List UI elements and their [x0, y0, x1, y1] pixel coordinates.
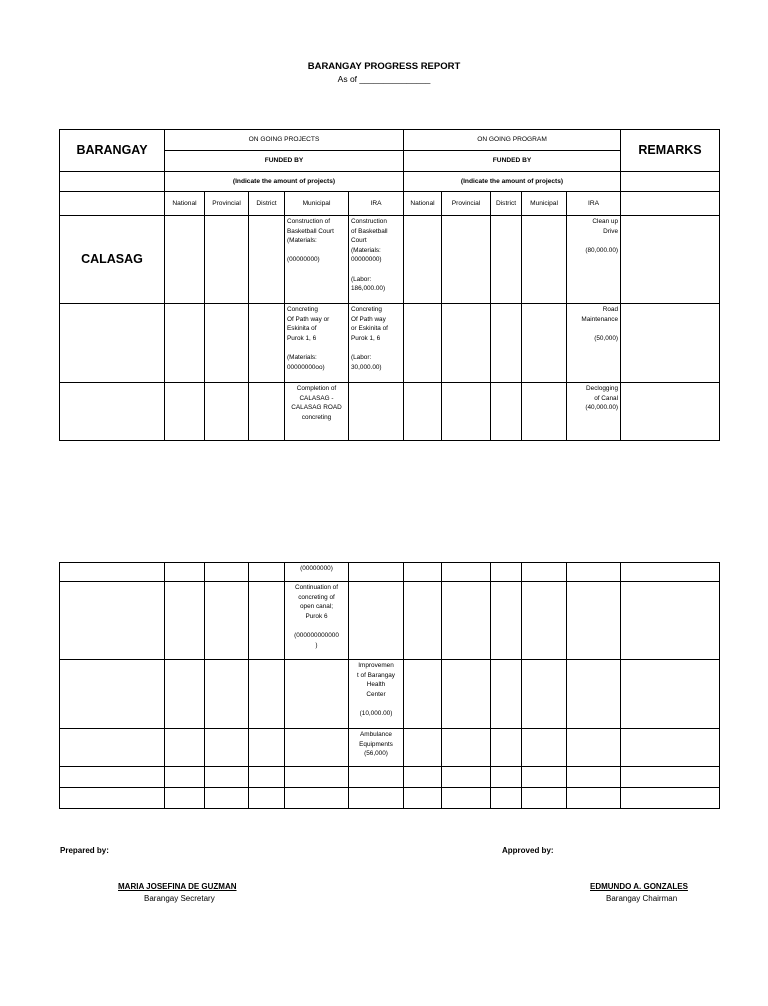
col-program-district: District: [491, 192, 522, 216]
projects-ira-cell: [349, 582, 404, 660]
projects-ira-cell: [349, 788, 404, 809]
barangay-name: CALASAG: [60, 216, 165, 304]
program-ira-cell: Clean up Drive (80,000.00): [567, 216, 621, 304]
program-indicate-amount: (Indicate the amount of projects): [404, 172, 621, 192]
ongoing-program-header: ON GOING PROGRAM: [404, 130, 621, 151]
projects-ira-cell: Concreting Of Path way or Eskinita of Purok 1, 6 (Labor: 30,000.00): [349, 304, 404, 383]
projects-ira-cell: [349, 383, 404, 441]
col-program-ira: IRA: [567, 192, 621, 216]
col-program-municipal: Municipal: [522, 192, 567, 216]
col-projects-provincial: Provincial: [205, 192, 249, 216]
col-program-national: National: [404, 192, 442, 216]
program-ira-cell: Road Maintenance (50,000): [567, 304, 621, 383]
projects-ira-cell: [349, 767, 404, 788]
col-projects-district: District: [249, 192, 285, 216]
projects-municipal-cell: Concreting Of Path way or Eskinita of Purok 1, 6 (Materials: 00000000oo): [285, 304, 349, 383]
projects-ira-cell: Construction of Basketball Court (Materials: 00000000) (Labor: 186,000.00): [349, 216, 404, 304]
projects-municipal-cell: [285, 660, 349, 729]
col-program-provincial: Provincial: [442, 192, 491, 216]
table-row: [60, 788, 720, 809]
approver-name: EDMUNDO A. GONZALES: [590, 882, 688, 891]
barangay-name: [60, 383, 165, 441]
prepared-by-label: Prepared by:: [60, 846, 109, 855]
remarks-header: REMARKS: [621, 130, 720, 172]
col-projects-municipal: Municipal: [285, 192, 349, 216]
table-row: [60, 216, 720, 304]
projects-municipal-cell: (00000000): [285, 563, 349, 582]
approved-by-label: Approved by:: [502, 846, 554, 855]
projects-municipal-cell: Continuation of concreting of open canal; Purok 6 (000000000000 ): [285, 582, 349, 660]
progress-table-continued: [59, 562, 720, 809]
projects-ira-cell: [349, 563, 404, 582]
table-row: [60, 729, 720, 767]
col-projects-national: National: [165, 192, 205, 216]
table-row: [60, 660, 720, 729]
ongoing-projects-header: ON GOING PROJECTS: [165, 130, 404, 151]
program-funded-by: FUNDED BY: [404, 151, 621, 172]
table-row: [60, 767, 720, 788]
progress-table: [59, 129, 720, 441]
preparer-role: Barangay Secretary: [144, 894, 215, 903]
report-title: BARANGAY PROGRESS REPORT: [307, 61, 461, 72]
projects-municipal-cell: Completion of CALASAG - CALASAG ROAD concreting: [285, 383, 349, 441]
projects-municipal-cell: [285, 729, 349, 767]
table-row: [60, 582, 720, 660]
table-row: [60, 304, 720, 383]
approver-role: Barangay Chairman: [606, 894, 678, 903]
barangay-header: BARANGAY: [60, 130, 165, 172]
program-ira-cell: Declogging of Canal (40,000.00): [567, 383, 621, 441]
projects-indicate-amount: (Indicate the amount of projects): [165, 172, 404, 192]
preparer-name: MARIA JOSEFINA DE GUZMAN: [118, 882, 237, 891]
table-row: [60, 563, 720, 582]
projects-municipal-cell: Construction of Basketball Court (Materials: (00000000): [285, 216, 349, 304]
barangay-name: [60, 304, 165, 383]
projects-ira-cell: Ambulance Equipments (56,000): [349, 729, 404, 767]
col-projects-ira: IRA: [349, 192, 404, 216]
projects-municipal-cell: [285, 788, 349, 809]
table-row: [60, 383, 720, 441]
projects-municipal-cell: [285, 767, 349, 788]
projects-funded-by: FUNDED BY: [165, 151, 404, 172]
projects-ira-cell: Improvemen t of Barangay Health Center (10,000.00): [349, 660, 404, 729]
as-of-line: As of _______________: [337, 74, 431, 84]
